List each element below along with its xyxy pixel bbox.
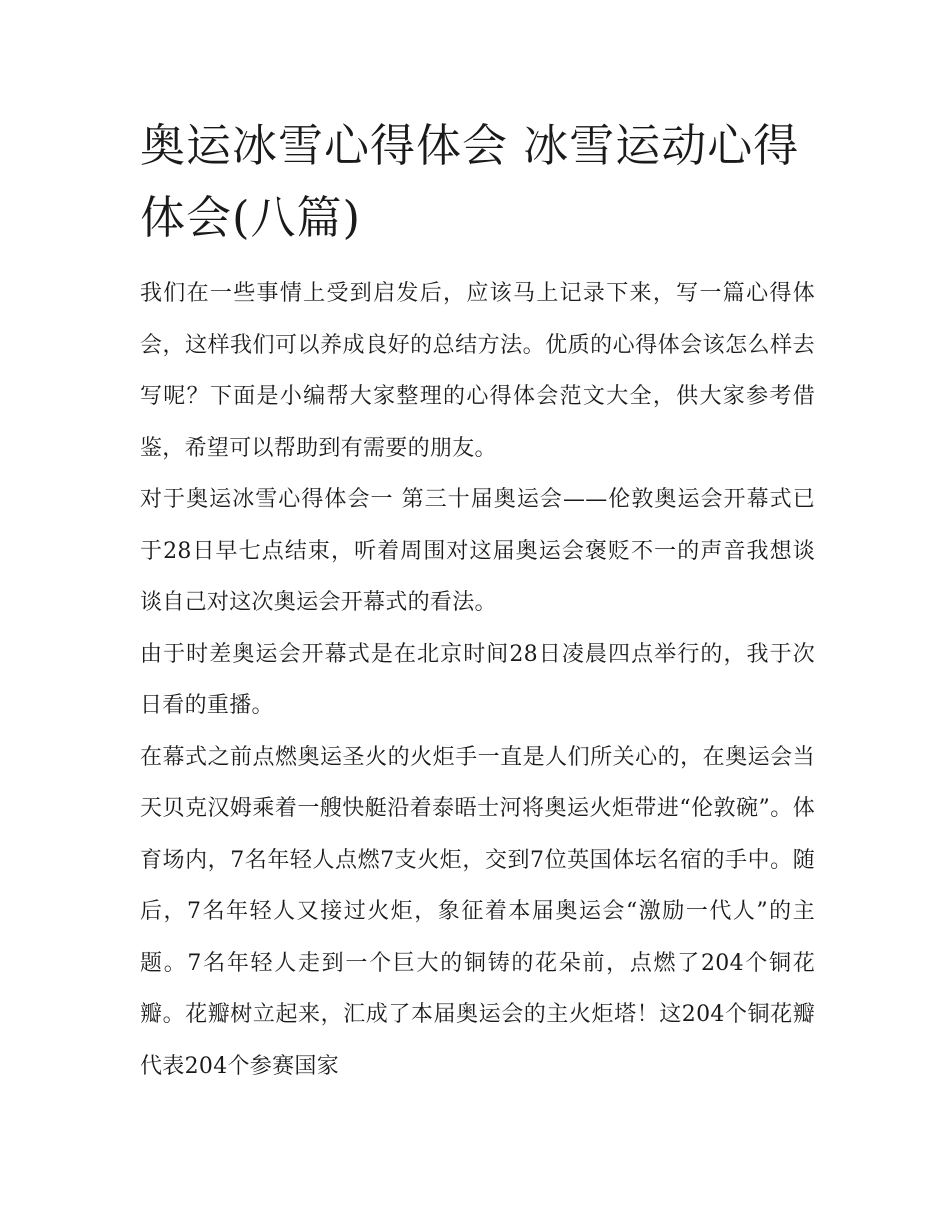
paragraph-torch-lighting: 在幕式之前点燃奥运圣火的火炬手一直是人们所关心的，在奥运会当天贝克汉姆乘着一艘快艇沿着泰晤士河将奥运火炬带进“伦敦碗”。体育场内，7名年轻人点燃7支火炬，交到7位英国体坛名宿的手中。随后，7名年轻人又接过火炬，象征着本届奥运会“激励一代人”的主题。7名年轻人走到一个巨大的铜铸的花朵前，点燃了204个铜花瓣。花瓣树立起来，汇成了本届奥运会的主火炬塔！这204个铜花瓣代表204个参赛国家 [140, 744, 815, 1079]
paragraph-opening-ceremony: 对于奥运冰雪心得体会一 第三十届奥运会——伦敦奥运会开幕式已于28日早七点结束，听着周围对这届奥运会褒贬不一的声音我想谈谈自己对这次奥运会开幕式的看法。 [140, 487, 815, 615]
paragraph-time-difference: 由于时差奥运会开幕式是在北京时间28日凌晨四点举行的，我于次日看的重播。 [140, 641, 815, 718]
paragraph-intro: 我们在一些事情上受到启发后，应该马上记录下来，写一篇心得体会，这样我们可以养成良好的总结方法。优质的心得体会该怎么样去写呢？下面是小编帮大家整理的心得体会范文大全，供大家参考借鉴，希望可以帮助到有需要的朋友。 [140, 281, 815, 461]
document-body [140, 110, 815, 1092]
document-title: 奥运冰雪心得体会 冰雪运动心得体会(八篇) [140, 119, 800, 244]
